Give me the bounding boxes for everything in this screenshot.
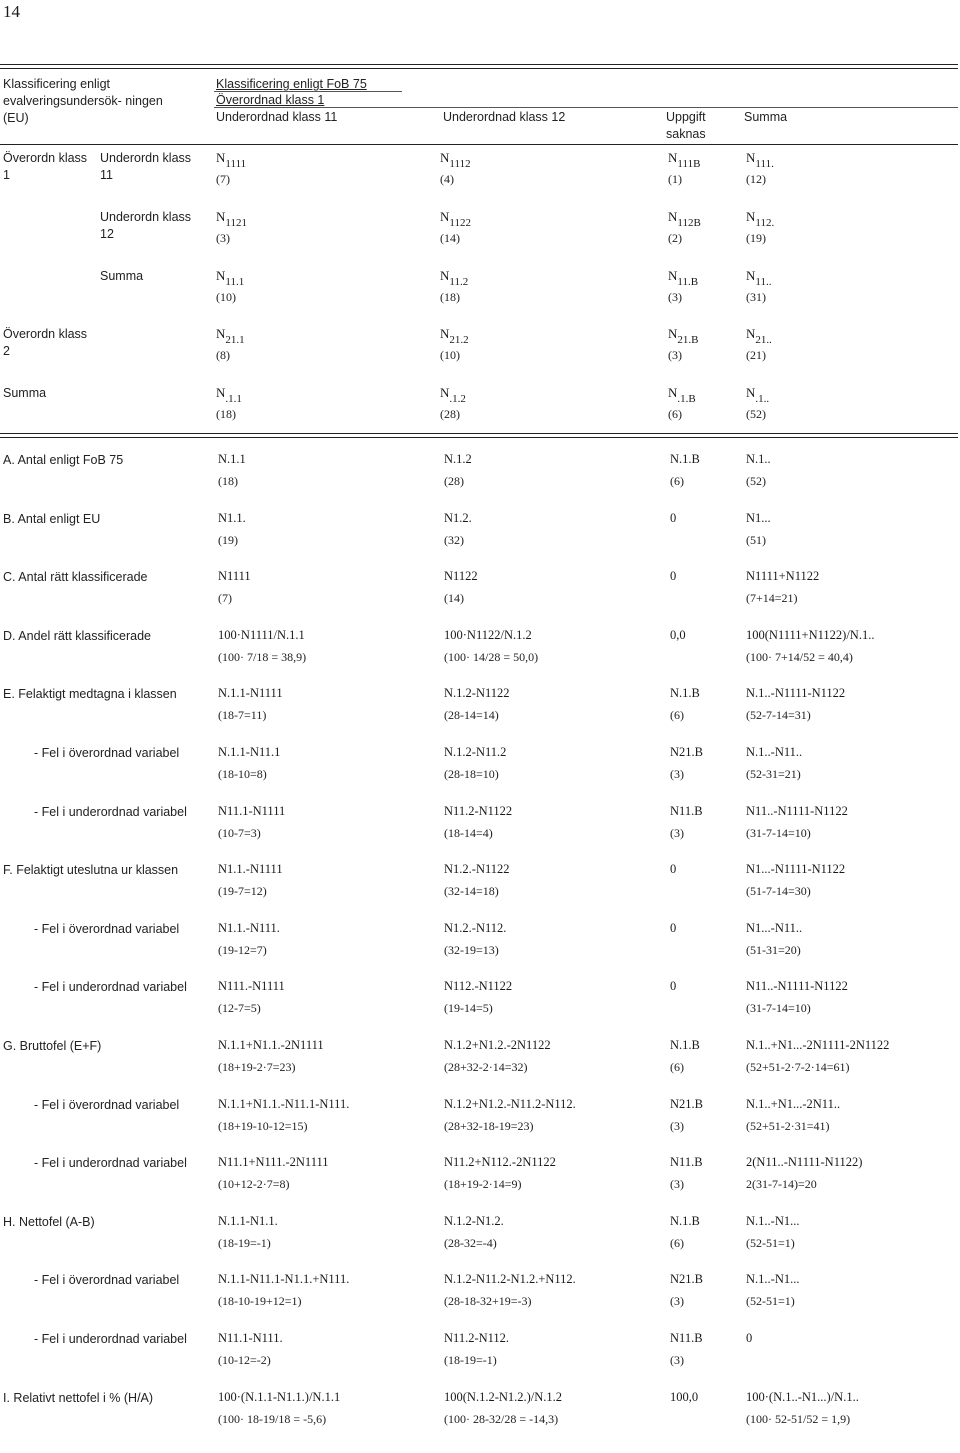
- measure-value: (7): [218, 591, 232, 605]
- cell-symbol: [216, 268, 245, 288]
- cell-symbol-index: 21..: [755, 334, 772, 346]
- measure-formula: N.1..+N1...-2N11..: [746, 1097, 841, 1111]
- measure-formula: 0: [670, 862, 677, 876]
- measure-value: (7+14=21): [746, 591, 798, 605]
- measure-formula: 100·(N.1..-N1...)/N.1..: [746, 1390, 859, 1404]
- measure-formula: 0: [670, 511, 677, 525]
- measure-value: 2(31-7-14)=20: [746, 1177, 817, 1191]
- measure-formula: N1...-N1111-N1122: [746, 862, 846, 876]
- cell-count: (21): [746, 348, 766, 362]
- measure-label: G. Bruttofel (E+F): [3, 1039, 102, 1053]
- measure-value: (28): [444, 474, 464, 488]
- measure-value: (18-19=-1): [218, 1236, 271, 1250]
- measure-label: - Fel i överordnad variabel: [34, 922, 180, 936]
- cell-count: (12): [746, 172, 766, 186]
- cell-symbol-letter: N: [440, 150, 450, 165]
- measure-value: (100· 18-19/18 = -5,6): [218, 1412, 327, 1426]
- measure-value: (3): [670, 767, 684, 781]
- measure-label: - Fel i underordnad variabel: [34, 1156, 187, 1170]
- measure-value: (51-31=20): [746, 943, 801, 957]
- cell-symbol-index: 1121: [225, 217, 247, 229]
- cell-symbol-letter: N: [668, 150, 678, 165]
- measure-formula: N11.2-N112.: [444, 1331, 510, 1345]
- measure-formula: N11.1+N111.-2N1111: [218, 1155, 329, 1169]
- top-rule: [0, 64, 958, 65]
- measure-value: (28+32-2·14=32): [444, 1060, 528, 1074]
- measure-value: (52-31=21): [746, 767, 801, 781]
- measure-formula: 100·N1122/N.1.2: [444, 628, 532, 642]
- header-rule-overordnad: [214, 107, 958, 108]
- cell-count: (2): [668, 231, 682, 245]
- cell-count: (14): [440, 231, 460, 245]
- measure-value: (52-51=1): [746, 1294, 795, 1308]
- measure-formula: N11.1-N1111: [218, 804, 286, 818]
- measure-value: (18): [218, 474, 238, 488]
- cell-symbol: [746, 209, 775, 229]
- measure-value: (18-10=8): [218, 767, 267, 781]
- measure-formula: N.1..: [746, 452, 771, 466]
- measure-formula: 0: [670, 921, 677, 935]
- measure-value: (32): [444, 533, 464, 547]
- measure-formula: N.1..+N1...-2N1111-2N1122: [746, 1038, 890, 1052]
- cell-symbol-letter: N: [216, 326, 226, 341]
- measure-formula: 0: [746, 1331, 753, 1345]
- cell-symbol-index: .1..: [755, 393, 770, 405]
- cell-symbol: [668, 326, 699, 346]
- cell-count: (3): [668, 290, 682, 304]
- col-header-underordnad-11: Underordnad klass 11: [216, 110, 338, 124]
- cell-symbol: [440, 150, 471, 170]
- measure-value: (100· 28-32/28 = -14,3): [444, 1412, 559, 1426]
- measure-value: (12-7=5): [218, 1001, 261, 1015]
- measure-formula: N111.-N1111: [218, 979, 285, 993]
- measure-formula: N112.-N1122: [444, 979, 513, 993]
- section-rule-double: [0, 437, 958, 438]
- cell-count: (19): [746, 231, 766, 245]
- measure-formula: N.1.B: [670, 1038, 700, 1052]
- measure-label: B. Antal enligt EU: [3, 512, 101, 526]
- measure-value: (18-14=4): [444, 826, 493, 840]
- measure-formula: N21.B: [670, 1272, 703, 1286]
- cell-symbol: [746, 150, 774, 170]
- measure-value: (51-7-14=30): [746, 884, 811, 898]
- measure-label: - Fel i underordnad variabel: [34, 980, 187, 994]
- measure-formula: N1111: [218, 569, 251, 583]
- measure-value: (19): [218, 533, 238, 547]
- cell-symbol-letter: N: [216, 268, 226, 283]
- measure-formula: N.1.2+N1.2.-2N1122: [444, 1038, 551, 1052]
- cell-symbol: [746, 268, 772, 288]
- measure-value: (6): [670, 708, 684, 722]
- cell-count: (10): [216, 290, 236, 304]
- header-bottom-rule: [0, 144, 958, 145]
- col-header-summa: Summa: [744, 110, 788, 124]
- measure-value: (52): [746, 474, 766, 488]
- measure-value: (28-32=-4): [444, 1236, 497, 1250]
- measure-formula: N1.1.: [218, 511, 246, 525]
- measure-formula: N11..-N1111-N1122: [746, 804, 848, 818]
- measure-formula: N.1..-N1...: [746, 1272, 800, 1286]
- measure-label: H. Nettofel (A-B): [3, 1215, 95, 1229]
- measure-formula: N.1.B: [670, 686, 700, 700]
- cell-count: (28): [440, 407, 460, 421]
- measure-formula: N1.2.: [444, 511, 472, 525]
- measure-value: (100· 14/28 = 50,0): [444, 650, 539, 664]
- cell-symbol-letter: N: [746, 209, 756, 224]
- cell-symbol: [668, 268, 699, 288]
- cell-count: (18): [216, 407, 236, 421]
- measure-value: (18-19=-1): [444, 1353, 497, 1367]
- measure-formula: 0: [670, 979, 677, 993]
- cell-count: (6): [668, 407, 682, 421]
- measure-formula: N11.2-N1122: [444, 804, 513, 818]
- cell-count: (4): [440, 172, 454, 186]
- measure-value: (28-18=10): [444, 767, 499, 781]
- measure-formula: N11.B: [670, 1155, 703, 1169]
- measure-formula: N.1.1-N1.1.: [218, 1214, 278, 1228]
- cell-symbol-index: 1111: [225, 158, 247, 170]
- measure-formula: N1.2.-N1122: [444, 862, 510, 876]
- top-rule-double: [0, 68, 958, 69]
- page-number: 14: [3, 2, 20, 21]
- cross-row-label: Överordn klass 2: [3, 327, 88, 358]
- measure-value: (28-14=14): [444, 708, 499, 722]
- cell-symbol-letter: N: [668, 268, 678, 283]
- cell-symbol-letter: N: [440, 209, 450, 224]
- cell-symbol: [746, 385, 770, 405]
- measure-label: - Fel i överordnad variabel: [34, 1098, 180, 1112]
- cross-row-label: Överordn klass 1: [3, 151, 88, 182]
- cell-count: (3): [668, 348, 682, 362]
- cell-symbol-letter: N: [668, 209, 678, 224]
- cross-row-sublabel: Underordn klass 11: [100, 151, 192, 182]
- measure-value: (100· 7+14/52 = 40,4): [746, 650, 853, 664]
- measure-value: (3): [670, 826, 684, 840]
- cell-symbol: [216, 385, 242, 405]
- cell-count: (1): [668, 172, 682, 186]
- measure-formula: 100(N.1.2-N1.2.)/N.1.2: [444, 1390, 563, 1404]
- measure-formula: N.1.1: [218, 452, 246, 466]
- measure-value: (28-18-32+19=-3): [444, 1294, 532, 1308]
- cell-count: (52): [746, 407, 766, 421]
- measure-label: E. Felaktigt medtagna i klassen: [3, 687, 177, 701]
- measure-formula: 100·(N.1.1-N1.1.)/N.1.1: [218, 1390, 341, 1404]
- measure-value: (18+19-2·7=23): [218, 1060, 296, 1074]
- cell-symbol-index: .1.B: [677, 393, 696, 405]
- cell-count: (3): [216, 231, 230, 245]
- cell-symbol-index: 11..: [755, 276, 772, 288]
- measure-formula: N1.1.-N1111: [218, 862, 283, 876]
- measure-formula: N1111+N1122: [746, 569, 820, 583]
- cell-symbol: [668, 385, 696, 405]
- measure-value: (52-51=1): [746, 1236, 795, 1250]
- col-header-overordnad-1: Överordnad klass 1: [216, 93, 325, 107]
- col-header-underordnad-12: Underordnad klass 12: [443, 110, 566, 124]
- measure-formula: N21.B: [670, 1097, 703, 1111]
- cell-symbol-letter: N: [668, 385, 678, 400]
- cell-symbol: [440, 385, 466, 405]
- cell-symbol: [440, 209, 471, 229]
- measure-label: I. Relativt nettofel i % (H/A): [3, 1391, 154, 1405]
- cell-count: (31): [746, 290, 766, 304]
- measure-value: (19-7=12): [218, 884, 267, 898]
- cell-count: (10): [440, 348, 460, 362]
- measure-value: (52+51-2·31=41): [746, 1119, 830, 1133]
- measure-formula: 100·N1111/N.1.1: [218, 628, 305, 642]
- cell-count: (18): [440, 290, 460, 304]
- measure-formula: N.1.1+N1.1.-2N1111: [218, 1038, 324, 1052]
- measure-formula: N.1.2-N11.2: [444, 745, 507, 759]
- measure-formula: 100(N1111+N1122)/N.1..: [746, 628, 875, 642]
- measure-value: (10-12=-2): [218, 1353, 271, 1367]
- measure-formula: N1.1.-N111.: [218, 921, 280, 935]
- measure-formula: N.1..-N1111-N1122: [746, 686, 846, 700]
- measure-formula: N11.1-N111.: [218, 1331, 283, 1345]
- cell-symbol-letter: N: [216, 150, 226, 165]
- cell-symbol: [668, 150, 701, 170]
- measure-formula: N1122: [444, 569, 478, 583]
- measure-value: (100· 7/18 = 38,9): [218, 650, 307, 664]
- cell-symbol: [440, 268, 469, 288]
- cell-symbol: [216, 150, 247, 170]
- col-header-eu: Klassificering enligt evalveringsundersök- ningen (EU): [3, 77, 163, 125]
- measure-formula: N.1.1-N1111: [218, 686, 283, 700]
- cross-row-label: Summa: [3, 386, 47, 400]
- cell-symbol-letter: N: [440, 268, 450, 283]
- cell-symbol-letter: N: [440, 385, 450, 400]
- cell-symbol-index: 1122: [449, 217, 471, 229]
- cell-symbol-letter: N: [216, 385, 226, 400]
- measure-value: (18+19-2·14=9): [444, 1177, 522, 1191]
- measure-formula: N11.B: [670, 804, 703, 818]
- measure-formula: N.1.2-N1122: [444, 686, 510, 700]
- measure-formula: N.1.1-N11.1: [218, 745, 281, 759]
- measure-formula: N.1.2-N11.2-N1.2.+N112.: [444, 1272, 576, 1286]
- measure-value: (32-14=18): [444, 884, 499, 898]
- cell-symbol-index: 21.2: [449, 334, 469, 346]
- cell-symbol-index: 11.1: [225, 276, 245, 288]
- measure-label: D. Andel rätt klassificerade: [3, 629, 151, 643]
- measure-formula: N1...: [746, 511, 771, 525]
- measure-label: - Fel i underordnad variabel: [34, 805, 187, 819]
- cell-symbol: [216, 209, 247, 229]
- measure-formula: 0: [670, 569, 677, 583]
- cell-symbol: [668, 209, 701, 229]
- cell-symbol: [440, 326, 469, 346]
- cell-symbol-index: 111.: [755, 158, 774, 170]
- section-rule: [0, 433, 958, 434]
- measure-formula: N.1.1+N1.1.-N11.1-N111.: [218, 1097, 350, 1111]
- col-header-uppgift-saknas: Uppgift saknas: [666, 110, 706, 141]
- cell-symbol: [216, 326, 245, 346]
- measure-value: (10+12-2·7=8): [218, 1177, 290, 1191]
- measure-value: (19-14=5): [444, 1001, 493, 1015]
- measure-value: (3): [670, 1177, 684, 1191]
- cell-symbol-index: 112B: [677, 217, 701, 229]
- cell-symbol-index: 112.: [755, 217, 775, 229]
- cell-symbol: [746, 326, 772, 346]
- measure-formula: 100,0: [670, 1390, 699, 1404]
- measure-value: (32-19=13): [444, 943, 499, 957]
- measure-value: (19-12=7): [218, 943, 267, 957]
- measure-value: (52+51-2·7-2·14=61): [746, 1060, 850, 1074]
- measure-value: (10-7=3): [218, 826, 261, 840]
- measure-value: (6): [670, 1236, 684, 1250]
- header-rule-fob: [214, 91, 402, 92]
- measure-label: - Fel i överordnad variabel: [34, 1273, 180, 1287]
- measure-formula: N.1.B: [670, 452, 700, 466]
- measure-formula: N.1.1-N11.1-N1.1.+N111.: [218, 1272, 350, 1286]
- measure-formula: N.1.2+N1.2.-N11.2-N112.: [444, 1097, 576, 1111]
- measure-value: (18+19-10-12=15): [218, 1119, 308, 1133]
- measure-label: - Fel i underordnad variabel: [34, 1332, 187, 1346]
- cell-symbol-letter: N: [746, 150, 756, 165]
- measure-label: - Fel i överordnad variabel: [34, 746, 180, 760]
- measure-value: (28+32-18-19=23): [444, 1119, 534, 1133]
- measure-value: (52-7-14=31): [746, 708, 811, 722]
- cell-symbol-index: 1112: [449, 158, 471, 170]
- measure-formula: N.1.B: [670, 1214, 700, 1228]
- measure-value: (18-7=11): [218, 708, 267, 722]
- measure-value: (3): [670, 1353, 684, 1367]
- measure-formula: N.1..-N1...: [746, 1214, 800, 1228]
- cell-symbol-letter: N: [746, 268, 756, 283]
- measure-value: (51): [746, 533, 766, 547]
- measure-value: (3): [670, 1294, 684, 1308]
- measure-formula: N1...-N11..: [746, 921, 803, 935]
- measure-value: (3): [670, 1119, 684, 1133]
- measure-label: C. Antal rätt klassificerade: [3, 570, 148, 584]
- measure-formula: N.1.2-N1.2.: [444, 1214, 504, 1228]
- measure-value: (100· 52-51/52 = 1,9): [746, 1412, 851, 1426]
- measure-formula: N.1..-N11..: [746, 745, 803, 759]
- cell-symbol-index: .1.1: [225, 393, 242, 405]
- measure-formula: N11.2+N112.-2N1122: [444, 1155, 556, 1169]
- cell-count: (8): [216, 348, 230, 362]
- cell-symbol-letter: N: [668, 326, 678, 341]
- measure-formula: N21.B: [670, 745, 703, 759]
- measure-value: (31-7-14=10): [746, 1001, 811, 1015]
- measure-formula: N1.2.-N112.: [444, 921, 507, 935]
- cell-symbol-index: 21.B: [677, 334, 699, 346]
- cross-row-sublabel: Underordn klass 12: [100, 210, 192, 241]
- cell-symbol-letter: N: [216, 209, 226, 224]
- cell-symbol-letter: N: [746, 385, 756, 400]
- measure-formula: 2(N11..-N1111-N1122): [746, 1155, 863, 1169]
- cell-symbol-index: 111B: [677, 158, 701, 170]
- cell-symbol-letter: N: [746, 326, 756, 341]
- cell-symbol-index: 21.1: [225, 334, 245, 346]
- cell-symbol-index: .1.2: [449, 393, 466, 405]
- cell-symbol-letter: N: [440, 326, 450, 341]
- measure-formula: N.1.2: [444, 452, 472, 466]
- measure-value: (14): [444, 591, 464, 605]
- measure-value: (6): [670, 1060, 684, 1074]
- cross-row-sublabel: Summa: [100, 269, 144, 283]
- measure-formula: 0,0: [670, 628, 686, 642]
- measure-label: F. Felaktigt uteslutna ur klassen: [3, 863, 179, 877]
- cell-symbol-index: 11.2: [449, 276, 469, 288]
- col-header-fob: Klassificering enligt FoB 75: [216, 77, 367, 91]
- cell-count: (7): [216, 172, 230, 186]
- measure-value: (18-10-19+12=1): [218, 1294, 302, 1308]
- cell-symbol-index: 11.B: [677, 276, 699, 288]
- measure-label: A. Antal enligt FoB 75: [3, 453, 124, 467]
- measure-value: (6): [670, 474, 684, 488]
- measure-formula: N11..-N1111-N1122: [746, 979, 848, 993]
- measure-formula: N11.B: [670, 1331, 703, 1345]
- measure-value: (31-7-14=10): [746, 826, 811, 840]
